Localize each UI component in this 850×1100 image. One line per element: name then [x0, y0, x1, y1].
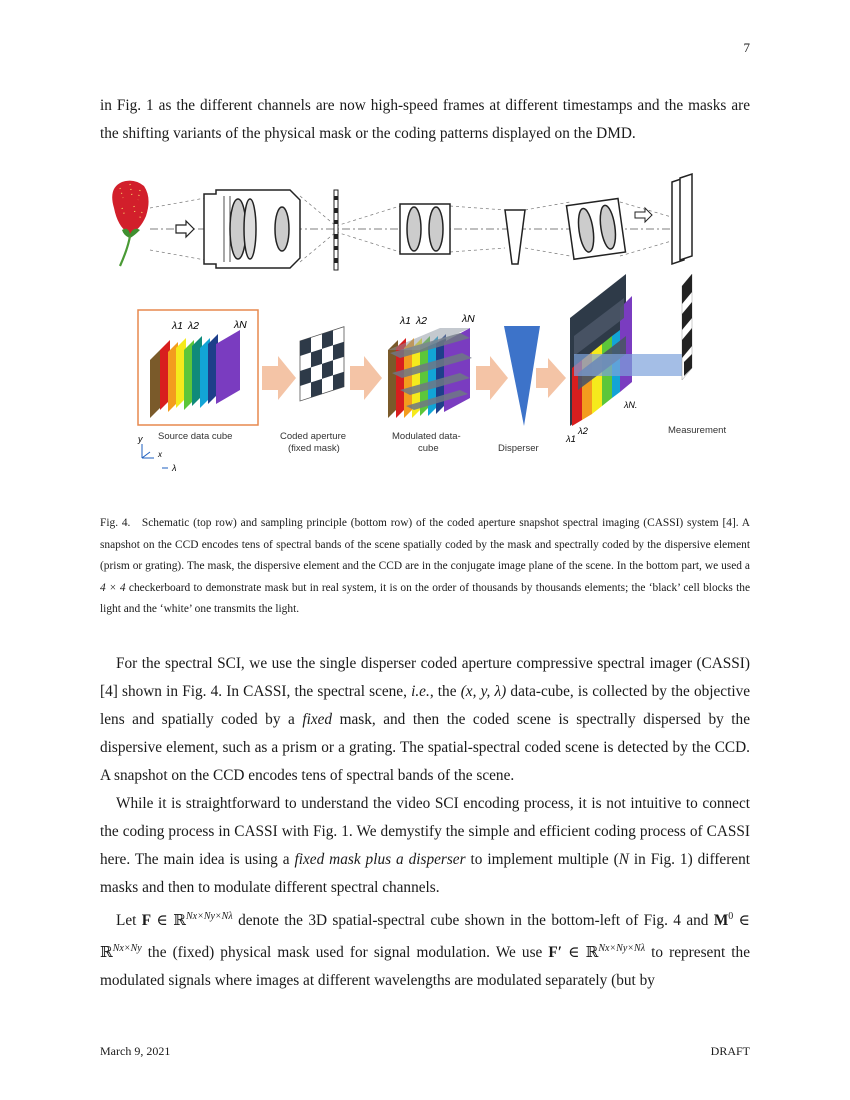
p1-text-d: mask, and then the coded scene is spectrally dispersed by the dispersive element, such as a prism or a grating. The spatial-spectral coded scene is detected by the CCD. A snapshot on the CCD encodes tens of spectral bands of the scene.: [100, 711, 750, 784]
measurement-beam: [574, 354, 684, 376]
disperser-prism: [504, 326, 540, 426]
p1-text-a: For the spectral SCI, we use the single disperser coded aperture compressive spectral imager (CASSI) [4] shown in Fig. 4. In CASSI, the spectral scene,: [100, 655, 750, 700]
p3-in-3: ∈ ℝ: [568, 944, 599, 962]
body-paragraph-1: [100, 650, 750, 790]
source-data-cube: [150, 330, 240, 418]
p1-text-c: data-cube, is collected by the objective lens and spatially coded by a: [100, 683, 751, 728]
dispersed-data-cube: [570, 274, 632, 426]
p3-in-1: ∈ ℝ: [156, 912, 186, 930]
p1-ie: i.e.: [411, 683, 430, 700]
p3-text-d: to represent the modulated signals where images at different wavelengths are modulated separately (but by: [100, 944, 750, 990]
caption-prefix: Fig. 4.: [100, 517, 131, 529]
prism-element: [505, 210, 525, 264]
optical-schematic: [112, 174, 692, 270]
p3-text-a: Let: [116, 912, 137, 930]
modulated-label: Modulated data-: [392, 431, 461, 442]
fixed-mask-label: (fixed mask): [288, 443, 340, 454]
caption-text-2: checkerboard to demonstrate mask but in real system, it is on the order of thousands by thousands elements; the ‘black’ cell blocks the light and the ‘white’ one transmits the light.: [100, 581, 751, 615]
figure-caption: [100, 513, 750, 621]
p3-dims2: Nx×Ny: [112, 943, 142, 955]
caption-text: Schematic (top row) and sampling principle (bottom row) of the coded aperture snapshot spectral imaging (CASSI) system [4]. A snapshot on the CCD encodes tens of spectral bands of the scene spatially coded by the mask and spectrally coded by the dispersive element (prism or grating). The mask, the dispersive element and the CCD are in the conjugate image plane of the scene. In the bottom part, we used a: [100, 517, 751, 572]
body-paragraph-2: [100, 790, 750, 902]
mod-lambdaN-label: λN: [462, 313, 475, 325]
lambdaN-label: λN: [234, 319, 247, 331]
flow-arrow-2: [350, 356, 382, 400]
p3-in-2: ∈ ℝ: [100, 912, 750, 962]
disp-lambda1-label: λ1: [566, 434, 576, 445]
p3-M-sup: 0: [728, 911, 734, 922]
axes-icon: [142, 444, 154, 458]
p3-text-c: the (fixed) physical mask used for signal modulation. We use: [147, 944, 543, 962]
p2-text-c: in Fig. 1) different masks and then to modulate different spectral channels.: [100, 851, 750, 896]
axis-lambda-label: λ: [172, 463, 177, 473]
measurement-label: Measurement: [668, 425, 727, 436]
mod-lambda2-label: λ2: [416, 315, 428, 327]
p1-fixed: fixed: [302, 711, 333, 728]
p3-text-b: denote the 3D spatial-spectral cube shown in the bottom-left of Fig. 4 and: [238, 912, 709, 930]
measurement-image: [682, 274, 692, 380]
strawberry-image: [112, 181, 148, 266]
ccd-detector: [672, 174, 692, 264]
source-data-cube-label: Source data cube: [158, 431, 233, 442]
footer-status: DRAFT: [710, 1044, 750, 1058]
relay-lens-2: [566, 199, 625, 260]
p3-F: F: [141, 912, 152, 930]
p2-text-b: to implement multiple (: [470, 851, 619, 868]
intro-text: in Fig. 1 as the different channels are now high-speed frames at different timestamps and the masks are the shifting variants of the physical mask or the coding patterns displayed on the DMD.: [100, 97, 750, 142]
p1-tuple: (x, y, λ): [460, 683, 507, 700]
flow-arrow-1: [262, 356, 296, 400]
flow-arrow-3: [476, 356, 508, 400]
axis-x-label: x: [158, 450, 162, 459]
flow-arrow-4: [536, 358, 566, 398]
modulated-data-cube: [388, 328, 472, 418]
disp-lambdaN-label: λN.: [624, 400, 638, 410]
p2-fixed: fixed mask plus a disperser: [294, 851, 466, 868]
cube-label: cube: [418, 443, 439, 454]
p3-Fp: F′: [548, 944, 563, 962]
lambda2-label: λ2: [188, 320, 200, 332]
mod-lambda1-label: λ1: [400, 315, 412, 327]
mask-element: [334, 190, 338, 270]
relay-lens: [400, 204, 450, 254]
intro-paragraph: [100, 92, 750, 148]
axis-y-label: y: [138, 434, 143, 444]
sampling-principle: [137, 274, 726, 473]
coded-aperture-mask: [300, 327, 344, 401]
p1-text-b: , the: [429, 683, 457, 700]
lambda1-label: λ1: [172, 320, 184, 332]
caption-math: 4 × 4: [100, 581, 126, 594]
p2-text-a: While it is straightforward to understand the video SCI encoding process, it is not intuitive to connect the coding process in CASSI with Fig. 1. We demystify the simple and efficient coding process of CASSI here. The main idea is using a: [100, 795, 750, 868]
p3-M: M: [713, 912, 729, 930]
p2-N: N: [618, 851, 629, 868]
objective-lens: [204, 190, 300, 268]
page-number: 7: [743, 40, 750, 55]
disperser-label: Disperser: [498, 443, 539, 454]
cassi-figure: [100, 168, 750, 498]
body-paragraph-3: [100, 903, 750, 995]
p3-dims3-2: Nx×Ny×Nλ: [598, 943, 646, 955]
footer-date: March 9, 2021: [100, 1044, 171, 1058]
coded-aperture-label: Coded aperture: [280, 431, 347, 442]
p3-dims3-1: Nx×Ny×Nλ: [185, 911, 233, 922]
disp-lambda2-label: λ2: [578, 426, 588, 437]
